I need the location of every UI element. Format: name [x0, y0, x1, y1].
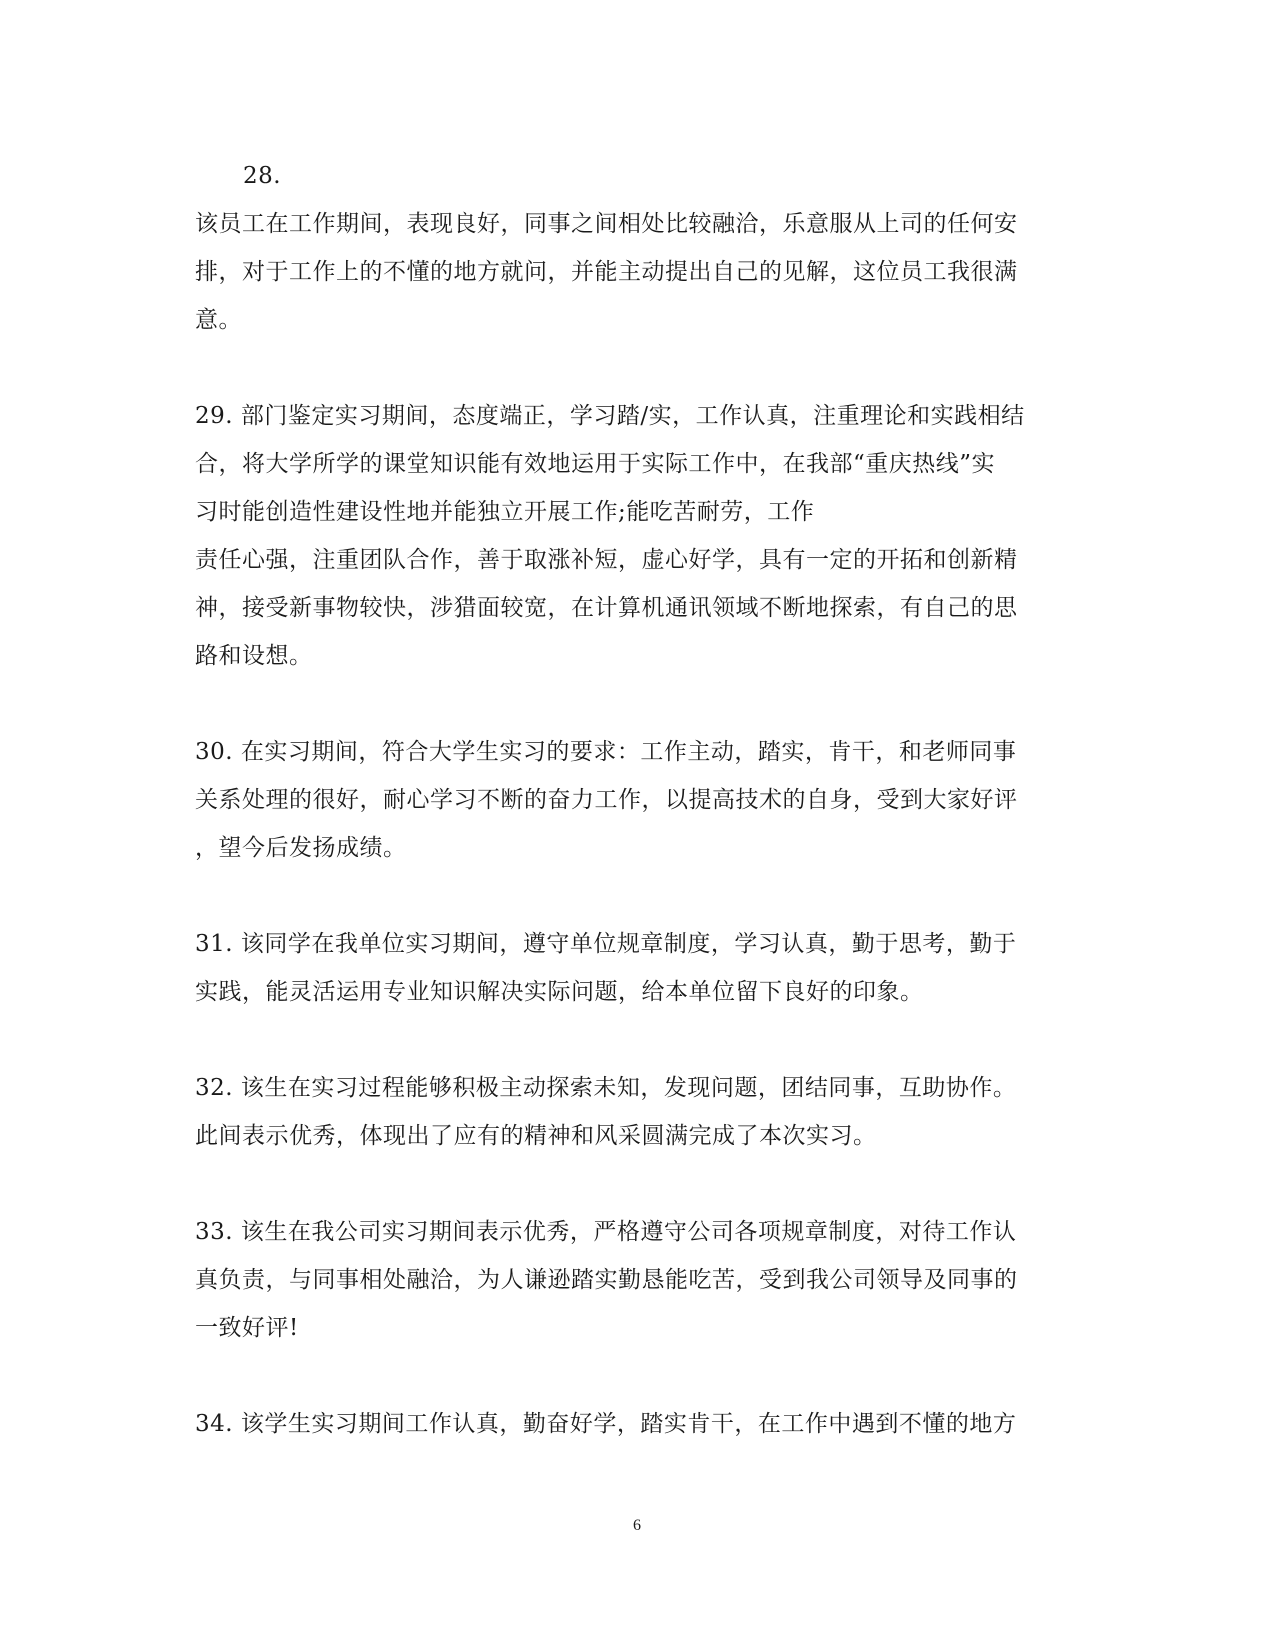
- paragraph-gap: [195, 680, 1075, 728]
- item-29-line: 路和设想。: [195, 643, 313, 669]
- item-28-number: 28.: [243, 163, 282, 189]
- paragraph-gap: [195, 1160, 1075, 1208]
- page-number: 6: [633, 1517, 641, 1534]
- item-30-line: 关系处理的很好，耐心学习不断的奋力工作，以提高技术的自身，受到大家好评: [195, 787, 1018, 813]
- item-29-line: 习时能创造性建设性地并能独立开展工作;能吃苦耐劳，工作: [195, 499, 815, 525]
- item-33-line: 真负责，与同事相处融洽，为人谦逊踏实勤恳能吃苦，受到我公司领导及同事的: [195, 1267, 1018, 1293]
- paragraph-gap: [195, 344, 1075, 392]
- paragraph-gap: [195, 1352, 1075, 1400]
- item-30-line: ，望今后发扬成绩。: [195, 835, 407, 861]
- item-33-line: 一致好评!: [195, 1315, 299, 1341]
- item-28-line: 意。: [195, 307, 242, 333]
- item-31-line: 实践，能灵活运用专业知识解决实际问题，给本单位留下良好的印象。: [195, 979, 924, 1005]
- paragraph-gap: [195, 872, 1075, 920]
- item-32-line: 此间表示优秀，体现出了应有的精神和风采圆满完成了本次实习。: [195, 1123, 877, 1149]
- item-32-line: 32. 该生在实习过程能够积极主动探索未知，发现问题，团结同事，互助协作。: [195, 1075, 1017, 1101]
- paragraph-gap: [195, 1016, 1075, 1064]
- item-30-line: 30. 在实习期间，符合大学生实习的要求：工作主动，踏实，肯干，和老师同事: [195, 739, 1017, 765]
- item-29-line: 责任心强，注重团队合作，善于取涨补短，虚心好学，具有一定的开拓和创新精: [195, 547, 1018, 573]
- item-28-line: 排，对于工作上的不懂的地方就问，并能主动提出自己的见解，这位员工我很满: [195, 259, 1018, 285]
- item-31-line: 31. 该同学在我单位实习期间，遵守单位规章制度，学习认真，勤于思考，勤于: [195, 931, 1017, 957]
- document-body: [195, 152, 1075, 1448]
- item-29-line: 29. 部门鉴定实习期间，态度端正，学习踏/实，工作认真，注重理论和实践相结: [195, 403, 1025, 429]
- item-29-line: 合，将大学所学的课堂知识能有效地运用于实际工作中，在我部“重庆热线”实: [195, 451, 996, 477]
- item-28-line: 该员工在工作期间，表现良好，同事之间相处比较融洽，乐意服从上司的任何安: [195, 211, 1018, 237]
- item-34-line: 34. 该学生实习期间工作认真，勤奋好学，踏实肯干，在工作中遇到不懂的地方: [195, 1411, 1017, 1437]
- item-29-line: 神，接受新事物较快，涉猎面较宽，在计算机通讯领域不断地探索，有自己的思: [195, 595, 1018, 621]
- item-33-line: 33. 该生在我公司实习期间表示优秀，严格遵守公司各项规章制度，对待工作认: [195, 1219, 1017, 1245]
